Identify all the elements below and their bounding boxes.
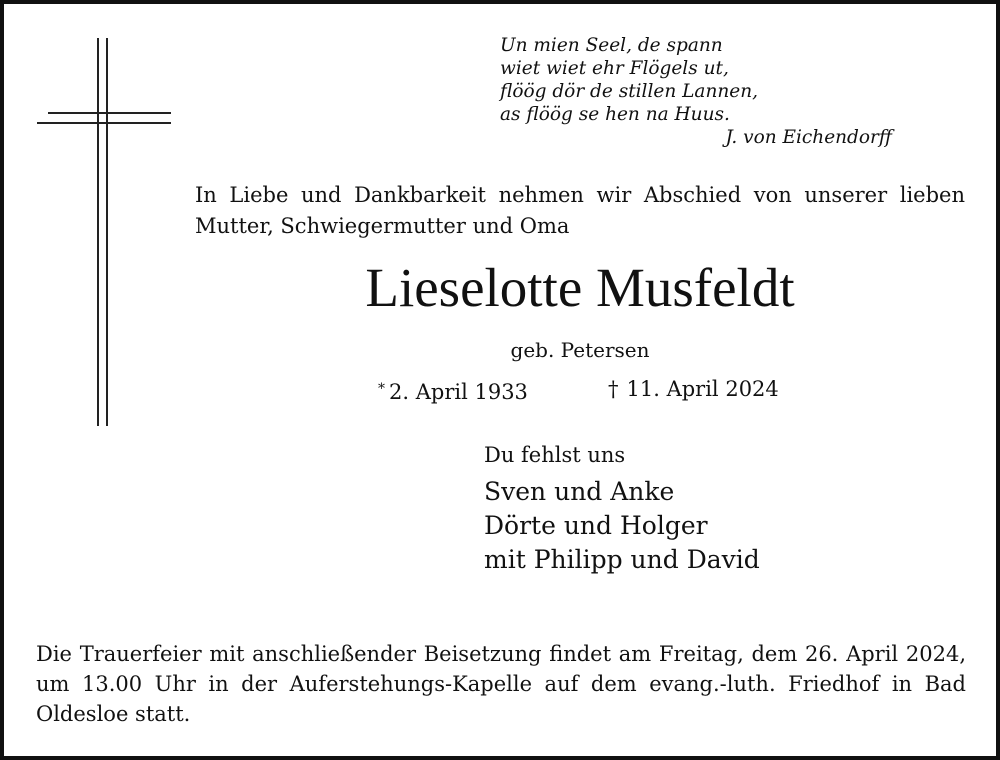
deceased-name: Lieselotte Musfeldt xyxy=(365,257,795,318)
birth-symbol: * xyxy=(378,381,385,397)
maiden-name: geb. Petersen xyxy=(510,338,650,362)
poem xyxy=(500,34,892,149)
mourners-heading: Du fehlst uns xyxy=(484,443,626,467)
poem-line: wiet wiet ehr Flögels ut, xyxy=(500,58,729,79)
mourner-names: Dörte und Holger xyxy=(484,511,708,540)
ceremony-text: Die Trauerfeier mit anschließender Beisetzung findet am Freitag, dem 26. April 2024, um 13.00 Uhr in der Auferstehungs-Kapelle auf dem evang.-luth. Friedhof in Bad Oldesloe statt. xyxy=(36,642,966,726)
death-symbol: † xyxy=(608,377,619,401)
mourners-list xyxy=(484,475,760,577)
death-date: 11. April 2024 xyxy=(626,377,779,401)
poem-author: J. von Eichendorff xyxy=(725,127,892,148)
poem-line: Un mien Seel, de spann xyxy=(500,35,723,56)
poem-line: as flöög se hen na Huus. xyxy=(500,104,730,125)
birth-date: 2. April 1933 xyxy=(389,380,528,404)
mourner-names: mit Philipp und David xyxy=(484,545,760,574)
cross-icon xyxy=(0,0,200,440)
intro-text: In Liebe und Dankbarkeit nehmen wir Abschied von unserer lieben Mutter, Schwiegermutter und Oma xyxy=(195,183,965,238)
death-date-line xyxy=(608,374,779,404)
birth-date-line xyxy=(378,374,528,407)
mourner-names: Sven und Anke xyxy=(484,477,675,506)
poem-line: flöög dör de stillen Lannen, xyxy=(500,81,759,102)
